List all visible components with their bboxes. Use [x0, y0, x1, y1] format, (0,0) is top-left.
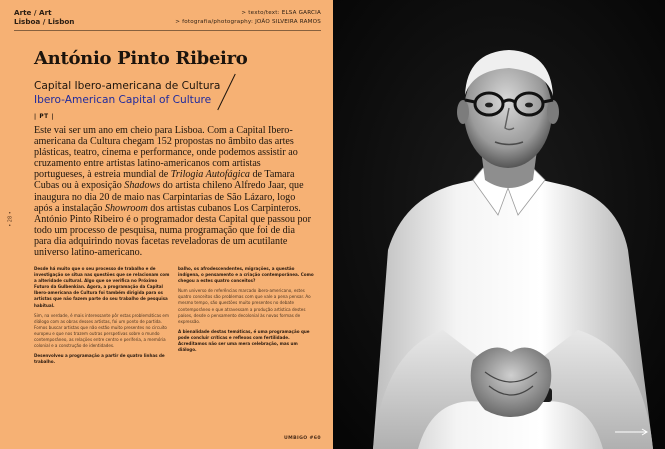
page-folio: UMBIGO #60 — [283, 436, 321, 441]
body-paragraph: A bienalidade destas temáticas, é uma programação que pode concluir críticas e reflexos com fertilidade. Acreditamos não ser uma mera celebração, mas um diálogo. — [178, 328, 310, 353]
lead-italic-3: Showroom — [104, 202, 148, 214]
photo-page — [333, 0, 665, 449]
credits — [175, 9, 321, 27]
body-paragraph: Num universo de referências marcado ibero-americano, estes quatro conceitos são problemas com que vale a pena pensar. Ao mesmo tempo, são questões muito presentes no debate contemporâneo e que atravessam a produção artística destes países, desde o pensamento decolonial às novas formas de expressão. — [178, 288, 311, 324]
lead-paragraph — [34, 125, 313, 258]
lead-italic-2: Shadows — [124, 180, 161, 192]
subtitle-pt: Capital Ibero-americana de Cultura — [34, 80, 221, 92]
lead-text-2: de Tamara Cubas ou à exposição — [34, 169, 295, 192]
header-divider — [14, 30, 321, 31]
body-column-2 — [178, 266, 316, 424]
article-title: António Pinto Ribeiro — [34, 48, 248, 69]
lead-italic-1: Trilogia Autofágica — [170, 169, 250, 181]
body-paragraph: balho, os afrodescendentes, migrações, a questão indígena, o pensamento e a criação contemporânea. Como chegou a estes quatro conceitos? — [178, 266, 314, 284]
credit-photo: > fotografia/photography: JOÃO SILVEIRA RAMOS — [175, 19, 321, 25]
side-page-number: • 28 • — [7, 211, 14, 227]
language-tag: | PT | — [34, 114, 55, 120]
section-label-line1: Arte / Art — [14, 8, 52, 17]
body-paragraph: Sim, na verdade, é mais interessante pôr estas problemáticas em diálogo com as obras desses artistas, foi um ponto de partida. Fomos buscar artistas que não estão muito presentes no circuito europeu e que nos trazem outras perspetivas sobre o mundo contemporâneo, as relações entre centro e periferia, a memória colonial e a construção de identidades. — [34, 312, 169, 349]
lead-text-4: dos artistas cubanos Los Carpinteros. António Pinto Ribeiro é o programador desta Capital que passou por todo um processo de pesquisa, numa programação que foi de dia para dia adquirindo novas facetas reveladoras de um acutilante universo latino-americano. — [34, 202, 311, 259]
arrow-right-icon — [615, 428, 649, 436]
subtitle-en: Ibero-American Capital of Culture — [34, 94, 212, 106]
section-label — [14, 8, 94, 26]
body-paragraph: Desde há muito que o seu processo de trabalho e de investigação se situa nas questões que se relacionam com a alteridade cultural. Algo que se verifica no Próximo Futuro da Gulbenkian. Agora, a programação da Capital Ibero-americana de Cultura foi também dirigida para os artistas que não fazem parte do seu trabalho de pesquisa habitual. — [34, 266, 170, 308]
credit-text: > texto/text: ELSA GARCIA — [241, 10, 321, 16]
section-label-line2: Lisboa / Lisbon — [14, 17, 75, 26]
body-paragraph: Desenvolveu a programação a partir de quatro linhas de trabalho. — [34, 353, 165, 365]
lead-text-3: do artista chileno Alfredo Jaar, que inaugura no dia 20 de maio nas Carpintarias de São Lázaro, logo após a instalação — [34, 180, 304, 214]
body-column-1 — [34, 266, 172, 424]
portrait-photo — [333, 0, 665, 449]
lead-text-1: Este vai ser um ano em cheio para Lisboa. Com a Capital Ibero-americana da Cultura chegam 152 propostas no âmbito das artes plásticas, teatro, cinema e performance, onde podemos assistir ao cruzamento entre artistas latino-americanos com artistas portugueses, à estreia mundial de — [34, 125, 298, 181]
